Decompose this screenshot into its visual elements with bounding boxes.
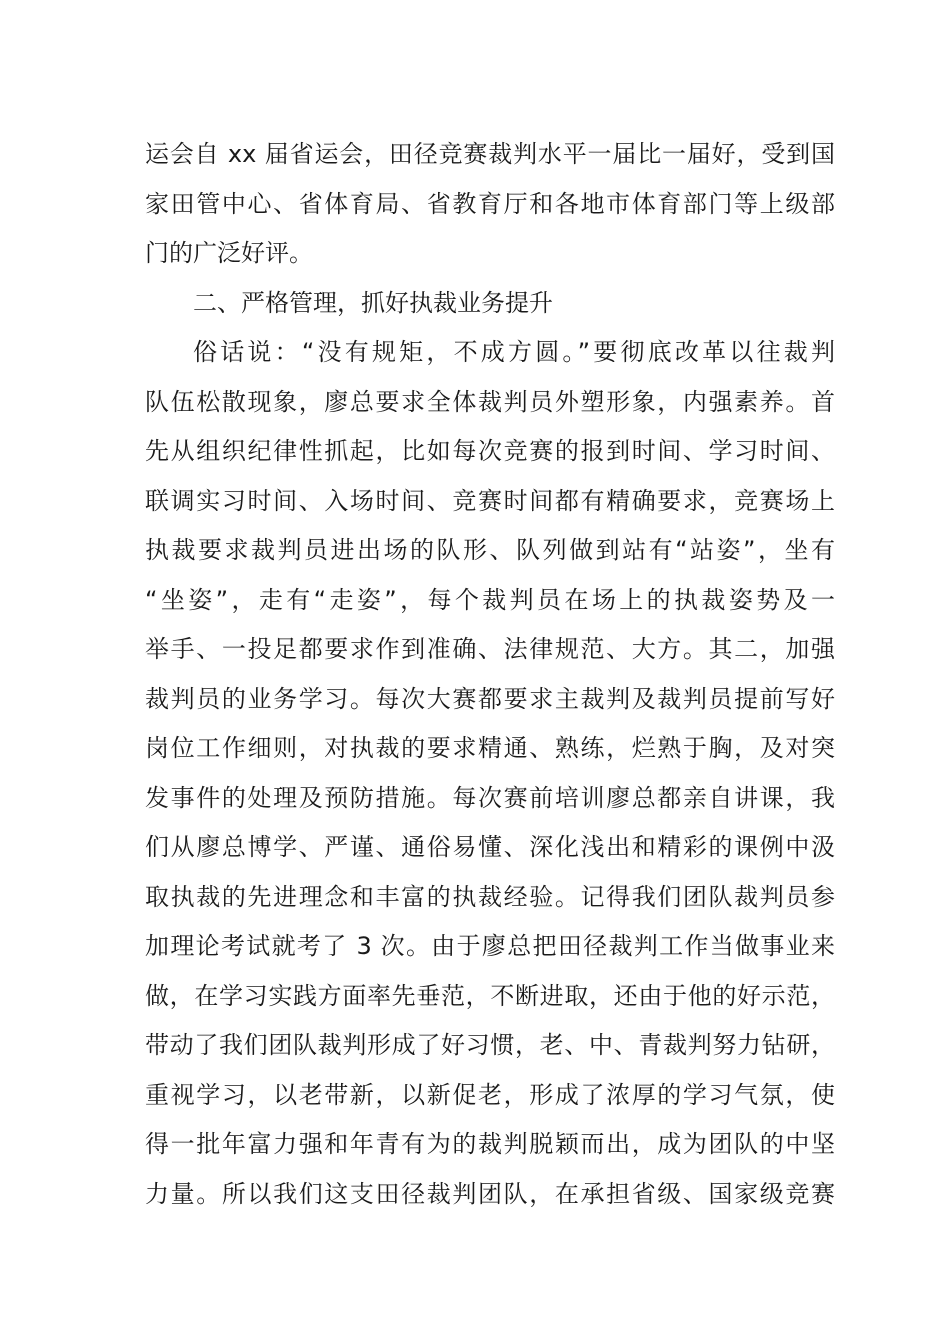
text-line: “坐姿”，走有“走姿”，每个裁判员在场上的执裁姿势及一 [145, 585, 835, 614]
text-line: 取执裁的先进理念和丰富的执裁经验。记得我们团队裁判员参 [145, 882, 835, 911]
text-line: 们从廖总博学、严谨、通俗易懂、深化浅出和精彩的课例中汲 [145, 833, 835, 861]
text-line: 岗位工作细则，对执裁的要求精通、熟练，烂熟于胸，及对突 [145, 734, 835, 762]
text-line: 带动了我们团队裁判形成了好习惯，老、中、青裁判努力钻研， [145, 1031, 835, 1059]
text-line: 发事件的处理及预防措施。每次赛前培训廖总都亲自讲课，我 [145, 783, 835, 812]
text-line: 运会自 xx 届省运会，田径竞赛裁判水平一届比一届好，受到国 [145, 140, 835, 168]
text-line: 加理论考试就考了 3 次。由于廖总把田径裁判工作当做事业来 [145, 932, 835, 960]
text-line: 家田管中心、省体育局、省教育厅和各地市体育部门等上级部 [145, 189, 835, 218]
text-line: 重视学习，以老带新，以新促老，形成了浓厚的学习气氛，使 [145, 1080, 835, 1109]
paragraph-2 [145, 328, 835, 1219]
section-heading: 二、严格管理，抓好执裁业务提升 [193, 288, 553, 317]
text-line: 做，在学习实践方面率先垂范，不断进取，还由于他的好示范， [145, 981, 835, 1010]
text-line: 俗话说：“没有规矩，不成方圆。”要彻底改革以往裁判 [193, 338, 835, 366]
paragraph-1 [145, 130, 835, 279]
document-body [145, 130, 835, 1219]
text-line: 裁判员的业务学习。每次大赛都要求主裁判及裁判员提前写好 [145, 684, 835, 713]
text-line: 先从组织纪律性抓起，比如每次竞赛的报到时间、学习时间、 [145, 437, 835, 465]
text-line: 执裁要求裁判员进出场的队形、队列做到站有“站姿”，坐有 [145, 536, 835, 564]
text-line: 得一批年富力强和年青有为的裁判脱颖而出，成为团队的中坚 [145, 1130, 835, 1158]
text-line: 队伍松散现象，廖总要求全体裁判员外塑形象，内强素养。首 [145, 387, 835, 416]
text-line: 举手、一投足都要求作到准确、法律规范、大方。其二，加强 [145, 635, 835, 663]
text-line: 门的广泛好评。 [145, 239, 313, 267]
text-line: 联调实习时间、入场时间、竞赛时间都有精确要求，竞赛场上 [145, 486, 835, 515]
text-line: 力量。所以我们这支田径裁判团队，在承担省级、国家级竞赛 [145, 1179, 835, 1208]
